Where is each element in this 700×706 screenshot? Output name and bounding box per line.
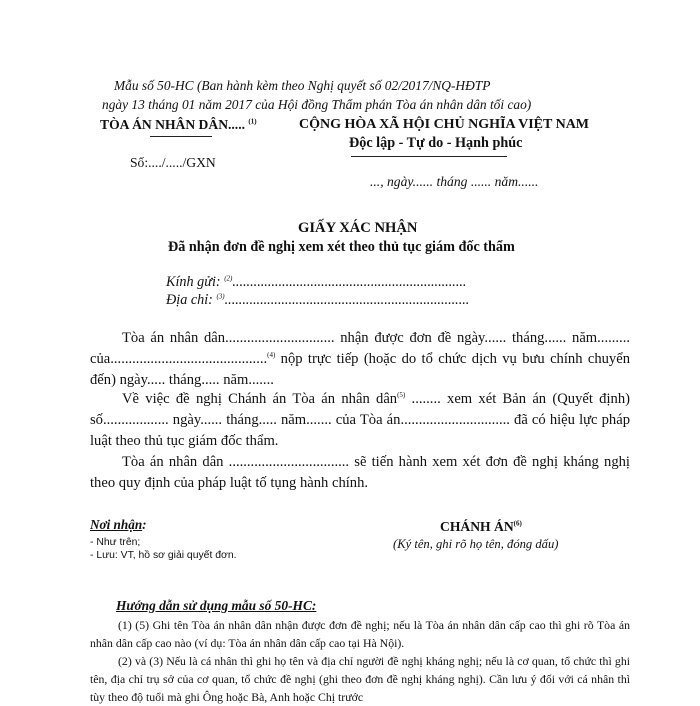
signature-title-text: CHÁNH ÁN	[440, 519, 514, 534]
court-underline	[150, 136, 212, 137]
address-label: Địa chỉ:	[166, 292, 213, 308]
national-motto: Độc lập - Tự do - Hạnh phúc	[349, 135, 523, 151]
court-name	[100, 117, 257, 133]
body-p1-text-b: nộp trực tiếp (hoặc do tổ chức dịch vụ bưu chính chuyển đến) ngày..... tháng..... năm.......	[90, 351, 630, 388]
motto-underline	[351, 156, 507, 157]
guide-heading: Hướng dẫn sử dụng mẫu số 50-HC:	[116, 598, 317, 613]
recipient-footnote-mark: (2)	[224, 274, 233, 283]
page-subtitle: Đã nhận đơn đề nghị xem xét theo thủ tục giám đốc thẩm	[168, 239, 515, 255]
page-title: GIẤY XÁC NHẬN	[298, 220, 418, 236]
body-p3-text: Tòa án nhân dân ................................. sẽ tiến hành xem xét đơn đề nghị kháng nghị theo quy định của pháp luật tố tụng hành chính.	[90, 454, 630, 491]
body-p1-text-a: Tòa án nhân dân.............................. nhận được đơn đề ngày...... tháng...... năm......... của...........................................	[90, 330, 630, 367]
body-p2-footnote-mark: (5)	[397, 391, 406, 400]
address-line	[166, 292, 469, 309]
body-paragraph-2	[90, 389, 630, 452]
signature-footnote-mark: (6)	[513, 519, 522, 528]
document-date: ..., ngày...... tháng ...... năm......	[370, 174, 539, 189]
recipients-colon: :	[142, 517, 147, 532]
recipient-line	[166, 274, 466, 291]
guide-p2-text: (2) và (3) Nếu là cá nhân thì ghi họ tên và địa chỉ người đề nghị kháng nghị; nếu là cơ quan, tổ chức thì ghi tên, địa chỉ trụ sở của cơ quan, tổ chức đề nghị (ghi theo đơn đề nghị kháng nghị). Cần lưu ý đối với cá nhân thì tùy theo độ tuổi mà ghi Ông hoặc Bà, Anh hoặc Chị trước	[90, 654, 630, 704]
country-name: CỘNG HÒA XÃ HỘI CHỦ NGHĨA VIỆT NAM	[299, 117, 590, 132]
guide-paragraph-2	[90, 652, 630, 706]
court-name-text: TÒA ÁN NHÂN DÂN.....	[100, 117, 246, 132]
recipient-label: Kính gửi:	[166, 274, 221, 290]
form-reference-line-2: ngày 13 tháng 01 năm 2017 của Hội đồng Thẩm phán Tòa án nhân dân tối cao)	[102, 97, 532, 112]
recipients-heading	[90, 517, 147, 533]
body-p1-footnote-mark: (4)	[267, 351, 276, 360]
signature-title	[440, 519, 522, 535]
address-footnote-mark: (3)	[216, 292, 225, 301]
court-footnote-mark: (1)	[248, 117, 257, 126]
recipient-item-1: - Như trên;	[90, 537, 141, 548]
body-p2-text-a: Về việc đề nghị Chánh án Tòa án nhân dân	[122, 391, 398, 407]
body-p2-text-b: ........ xem xét Bản án (Quyết định) số.................. ngày...... tháng..... năm....... của Tòa án.............................. đã có hiệu lực pháp luật theo thủ tục giám đốc thẩm.	[90, 391, 630, 449]
recipients-label: Nơi nhận	[90, 517, 143, 532]
form-reference-line-1: Mẫu số 50-HC (Ban hành kèm theo Nghị quyết số 02/2017/NQ-HĐTP	[114, 78, 491, 93]
signature-hint: (Ký tên, ghi rõ họ tên, đóng dấu)	[393, 537, 559, 551]
body-paragraph-3	[90, 452, 630, 494]
document-number: Số:..../...../GXN	[130, 155, 216, 170]
guide-p1-text: (1) (5) Ghi tên Tòa án nhân dân nhận được đơn đề nghị; nếu là Tòa án nhân dân cấp cao thì ghi rõ Tòa án nhân dân cấp cao nào (ví dụ: Tòa án nhân dân cấp cao tại Hà Nội).	[90, 618, 630, 650]
recipient-item-2: - Lưu: VT, hồ sơ giải quyết đơn.	[90, 550, 237, 561]
address-dots: .....................................................................	[224, 292, 470, 308]
guide-paragraph-1	[90, 616, 630, 652]
recipient-dots: ..................................................................	[232, 274, 467, 290]
body-paragraph-1	[90, 328, 630, 391]
